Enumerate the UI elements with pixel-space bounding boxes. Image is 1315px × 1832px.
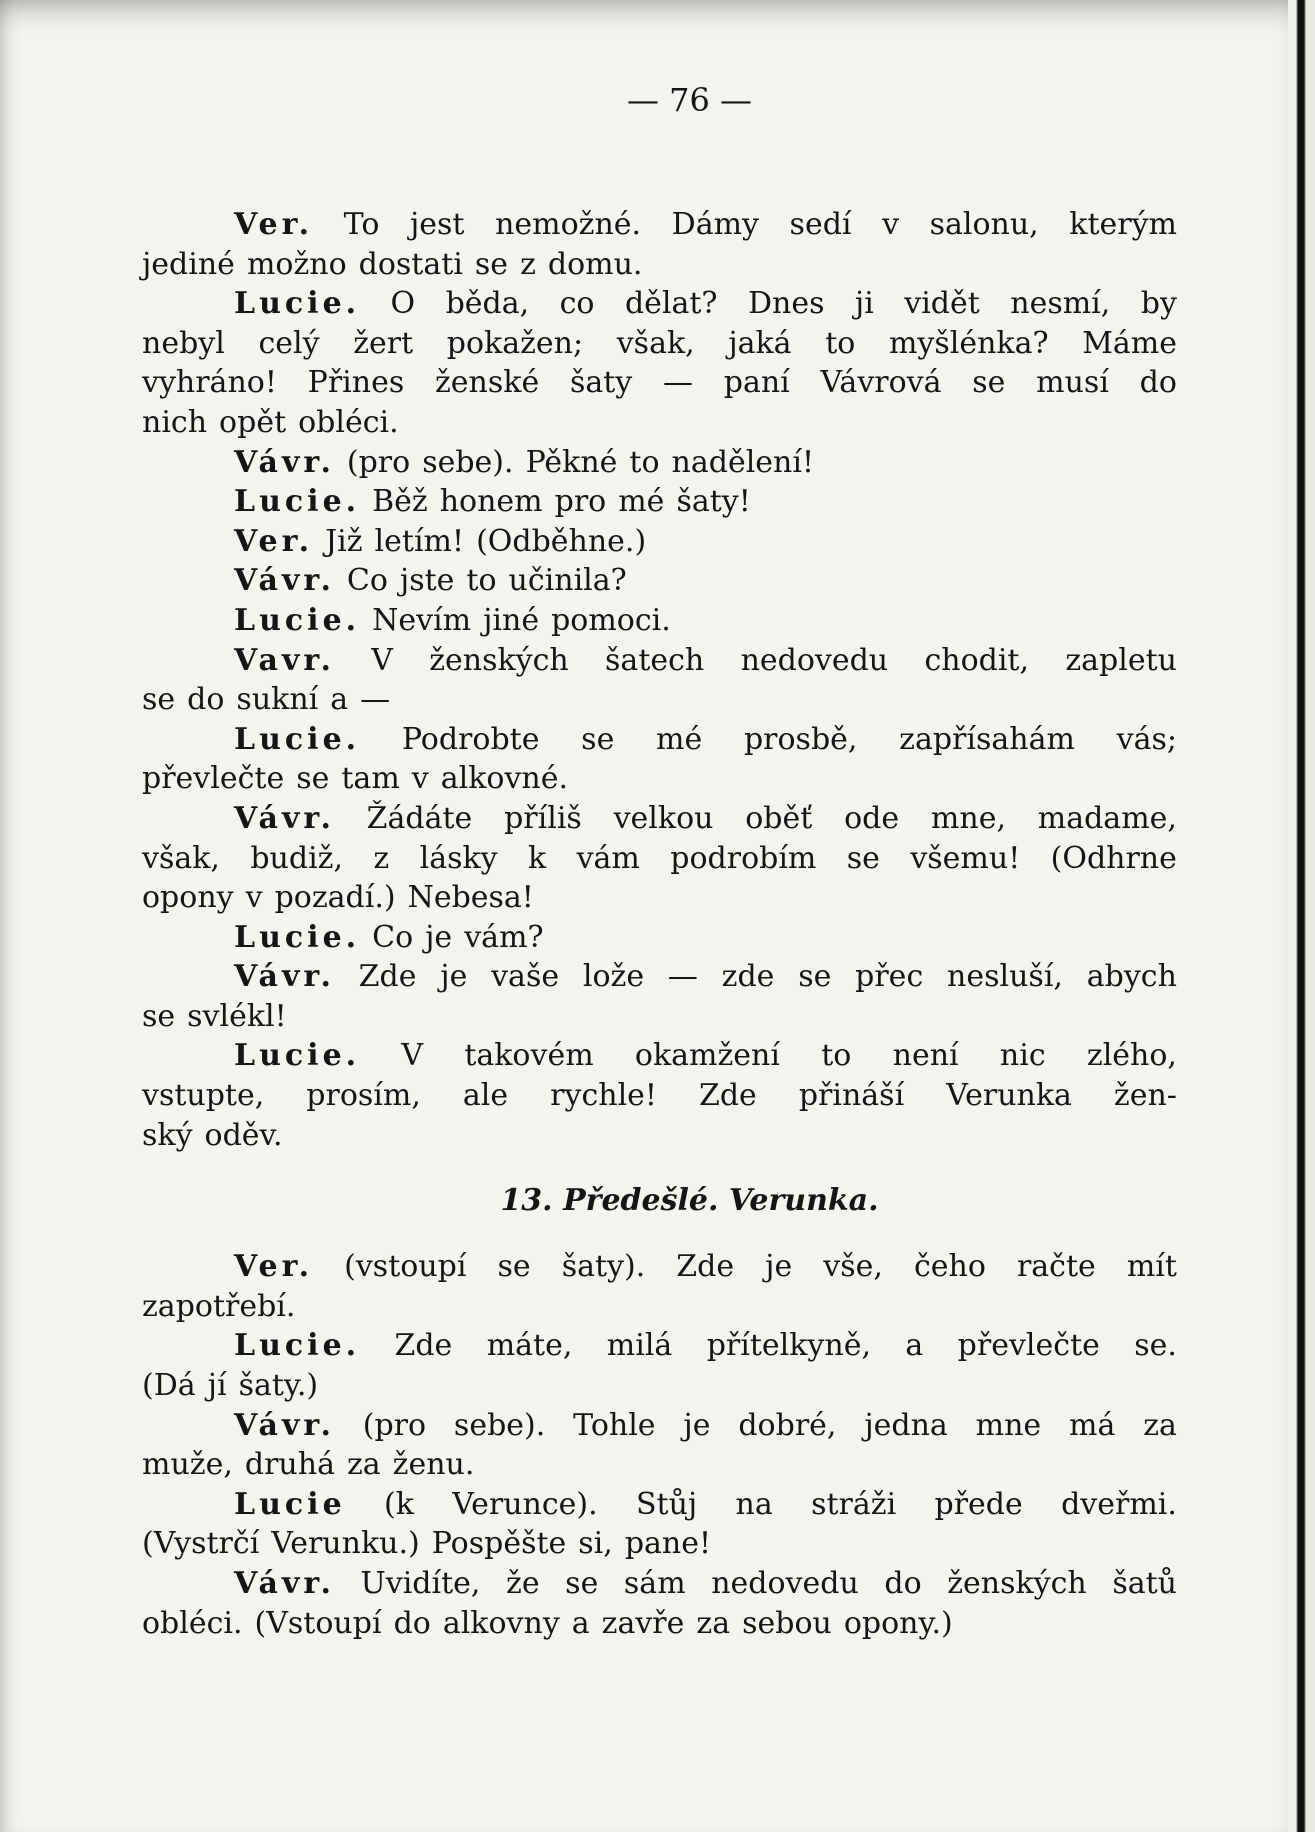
dialogue-line: Vávr. (pro sebe). Tohle je dobré, jedna mne má za (142, 1406, 1177, 1446)
dialogue-line: Vávr. Uvidíte, že se sám nedovedu do ženských šatů (142, 1564, 1177, 1604)
dialogue-line: Lucie. V takovém okamžení to není nic zlého, (142, 1036, 1177, 1076)
speaker-name: Lucie. (234, 286, 361, 322)
dialogue-line: ský oděv. (142, 1117, 283, 1153)
dialogue-line: Lucie. Nevím jiné pomoci. (142, 601, 1177, 641)
dialogue-line: (Vystrčí Verunku.) Pospěšte si, pane! (142, 1526, 712, 1562)
dialogue-line: Lucie. Co je vám? (142, 918, 1177, 958)
dialogue-line: Vávr. (pro sebe). Pěkné to nadělení! (142, 443, 1177, 483)
dialogue-line: Lucie. Běž honem pro mé šaty! (142, 482, 1177, 522)
dialogue-line: Lucie (k Verunce). Stůj na stráži přede dveřmi. (142, 1485, 1177, 1525)
speaker-name: Ver. (234, 1249, 314, 1285)
dialogue-line: převlečte se tam v alkovné. (142, 761, 568, 797)
speaker-name: Vávr. (234, 1407, 335, 1443)
speaker-name: Lucie. (234, 919, 361, 955)
dialogue-line: Vávr. Zde je vaše lože — zde se přec nesluší, abych (142, 957, 1177, 997)
dialogue-line: jediné možno dostati se z domu. (142, 246, 643, 282)
speaker-name: Lucie. (234, 602, 361, 638)
dialogue-part-2 (142, 1247, 1177, 1643)
dialogue-part-1 (142, 205, 1177, 1155)
scene-heading: 13. Předešlé. Verunka. (500, 1183, 879, 1219)
speaker-name: Lucie. (234, 1328, 361, 1364)
dialogue-line: nebyl celý žert pokažen; však, jaká to myšlénka? Máme (142, 325, 1177, 361)
dialogue-line: nich opět obléci. (142, 404, 399, 440)
dialogue-line: Ver. (vstoupí se šaty). Zde je vše, čeho račte mít (142, 1247, 1177, 1287)
page-text (142, 80, 1177, 1643)
page-number: — 76 — (626, 81, 753, 119)
dialogue-line: obléci. (Vstoupí do alkovny a zavře za sebou opony.) (142, 1605, 953, 1641)
speaker-name: Vávr. (234, 563, 335, 599)
scan-edge (1288, 0, 1315, 1832)
speaker-name: Ver. (234, 523, 314, 559)
speaker-name: Lucie. (234, 484, 361, 520)
dialogue-line: opony v pozadí.) Nebesa! (142, 880, 534, 916)
dialogue-line: Lucie. Podrobte se mé prosbě, zapřísahám vás; (142, 720, 1177, 760)
dialogue-line: vyhráno! Přines ženské šaty — paní Vávrová se musí do (142, 365, 1177, 401)
speaker-name: Lucie (234, 1486, 346, 1522)
dialogue-line: se do sukní a — (142, 682, 391, 718)
dialogue-line: se svlékl! (142, 998, 287, 1034)
speaker-name: Vavr. (234, 642, 335, 678)
speaker-name: Vávr. (234, 444, 335, 480)
dialogue-line: Vávr. Žádáte příliš velkou oběť ode mne, madame, (142, 799, 1177, 839)
dialogue-line: Lucie. O běda, co dělat? Dnes ji vidět nesmí, by (142, 284, 1177, 324)
speaker-name: Ver. (234, 207, 314, 242)
dialogue-line: Ver. To jest nemožné. Dámy sedí v salonu, kterým (142, 205, 1177, 245)
speaker-name: Vávr. (234, 959, 335, 995)
dialogue-line: však, budiž, z lásky k vám podrobím se všemu! (Odhrne (142, 840, 1177, 876)
dialogue-line: muže, druhá za ženu. (142, 1447, 475, 1483)
speaker-name: Lucie. (234, 721, 361, 757)
dialogue-line: (Dá jí šaty.) (142, 1368, 319, 1404)
dialogue-line: Vávr. Co jste to učinila? (142, 561, 1177, 601)
speaker-name: Vávr. (234, 1566, 335, 1601)
speaker-name: Vávr. (234, 800, 335, 836)
dialogue-line: Lucie. Zde máte, milá přítelkyně, a převlečte se. (142, 1326, 1177, 1366)
speaker-name: Lucie. (234, 1038, 361, 1074)
dialogue-line: vstupte, prosím, ale rychle! Zde přináší Verunka žen- (142, 1078, 1177, 1114)
dialogue-line: Ver. Již letím! (Odběhne.) (142, 522, 1177, 562)
dialogue-line: Vavr. V ženských šatech nedovedu chodit, zapletu (142, 641, 1177, 681)
dialogue-line: zapotřebí. (142, 1288, 296, 1324)
